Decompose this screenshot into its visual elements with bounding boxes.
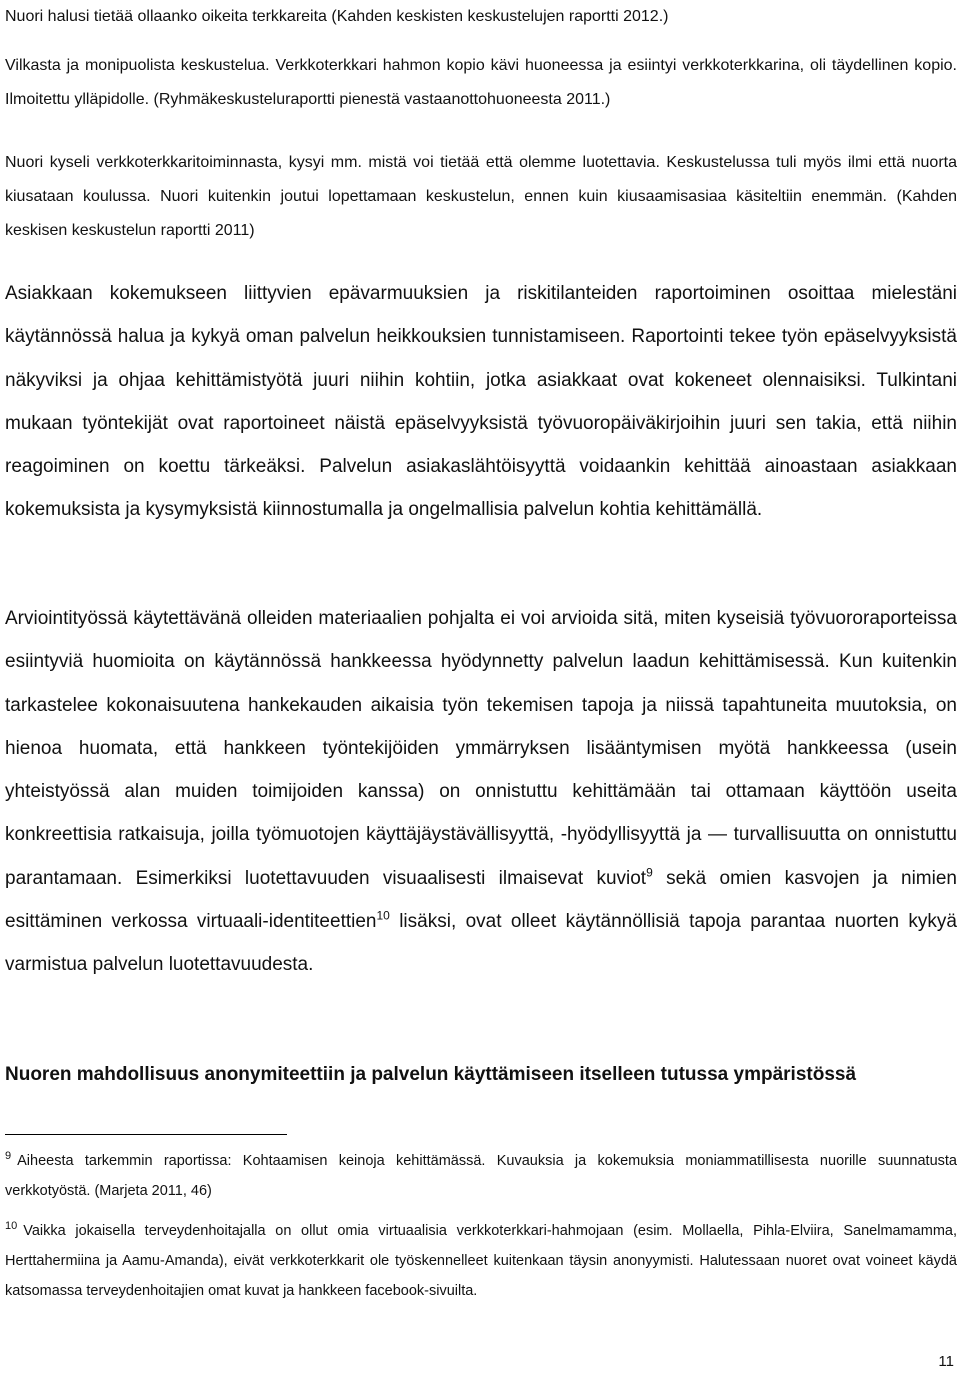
report-quote-2: Vilkasta ja monipuolista keskustelua. Verkkoterkkari hahmon kopio kävi huoneessa ja esiintyi verkkoterkkarina, oli täydellinen kopio. Ilmoitettu ylläpidolle. (Ryhmäkeskusteluraportti pienestä vastaanottohuoneesta 2011.) [5,57,957,108]
footnote-reference-9[interactable]: 9 [646,865,653,880]
footnote-9-mark: 9 [5,1150,12,1163]
footnote-10-mark: 10 [5,1220,18,1233]
footnote-10 [5,1216,957,1306]
footnote-9-text: Aiheesta tarkemmin raportissa: Kohtaamisen keinoja kehittämässä. Kuvauksia ja kokemuksia moniammatillisesta nuorille suunnatusta verkkotyöstä. (Marjeta 2011, 46) [5,1153,957,1199]
body-paragraph-2-text-b: sekä omien kasvojen ja nimien esittäminen verkossa virtuaali-identiteettien [5,867,957,933]
footnote-separator [5,1134,287,1135]
report-quote-1: Nuori halusi tietää ollaanko oikeita terkkareita (Kahden keskisten keskustelujen raportti 2012.) [5,8,669,25]
section-heading: Nuoren mahdollisuus anonymiteettiin ja palvelun käyttämiseen itselleen tutussa ympäristössä [5,1064,857,1085]
footnote-10-text: Vaikka jokaisella terveydenhoitajalla on ollut omia virtuaalisia verkkoterkkari-hahmojaan (esim. Mollaella, Pihla-Elviira, Sanelmamamma, Herttahermiina ja Aamu-Amanda), eivät verkkoterkkarit ole työskennelleet kuitenkaan täysin anonyymisti. Halutessaan nuoret ovat voineet käydä katsomassa terveydenhoitajien omat kuvat ja hankkeen facebook-sivuilta. [5,1223,957,1299]
body-paragraph-2 [5,597,957,987]
page-number: 11 [938,1353,954,1370]
body-paragraph-2-text-c: lisäksi, ovat olleet käytännöllisiä tapoja parantaa nuorten kykyä varmistua palvelun luotettavuudesta. [5,911,958,976]
report-quote-3: Nuori kyseli verkkoterkkaritoiminnasta, kysyi mm. mistä voi tietää että olemme luotettavia. Keskustelussa tuli myös ilmi että nuorta kiusataan koulussa. Nuori kuitenkin joutui lopettamaan keskustelun, ennen kuin kiusaamisasiaa käsiteltiin enemmän. (Kahden keskisen keskustelun raportti 2011) [5,154,957,239]
body-paragraph-2-text-a: Arviointityössä käytettävänä olleiden materiaalien pohjalta ei voi arvioida sitä, miten kyseisiä työvuororaporteissa esiintyviä huomioita on käytännössä hankkeessa hyödynnetty palvelun laadun kehittämisessä. Kun kuitenkin tarkastelee kokonaisuutena hankekauden aikaisia työn tekemisen tapoja ja niissä tapahtuneita muutoksia, on hienoa huomata, että hankkeen työntekijöiden ymmärryksen lisääntymisen myötä hankkeessa (usein yhteistyössä alan muiden toimijoiden kanssa) on onnistuttu kehittämään tai ottamaan käyttöön useita konkreettisia ratkaisuja, joilla työmuotojen käyttäjäystävällisyyttä, -hyödyllisyyttä ja — turvallisuutta on onnistuttu parantamaan. Esimerkiksi luotettavuuden visuaalisesti ilmaisevat kuviot [5,608,957,889]
footnote-9 [5,1146,957,1206]
footnote-reference-10[interactable]: 10 [376,908,390,923]
body-paragraph-1: Asiakkaan kokemukseen liittyvien epävarmuuksien ja riskitilanteiden raportoiminen osoittaa mielestäni käytännössä halua ja kykyä oman palvelun heikkouksien tunnistamiseen. Raportointi tekee työn epäselvyyksistä näkyviksi ja ohjaa kehittämistyötä juuri niihin kohtiin, jotka asiakkaat ovat kokeneet olennaisiksi. Tulkintani mukaan työntekijät ovat raportoineet näistä epäselvyyksistä työvuoropäiväkirjoihin juuri sen takia, että niihin reagoiminen on koettu tärkeäksi. Palvelun asiakaslähtöisyyttä voidaankin kehittää ainoastaan asiakkaan kokemuksista ja kysymyksistä kiinnostumalla ja ongelmallisia palvelun kohtia kehittämällä. [5,283,957,521]
